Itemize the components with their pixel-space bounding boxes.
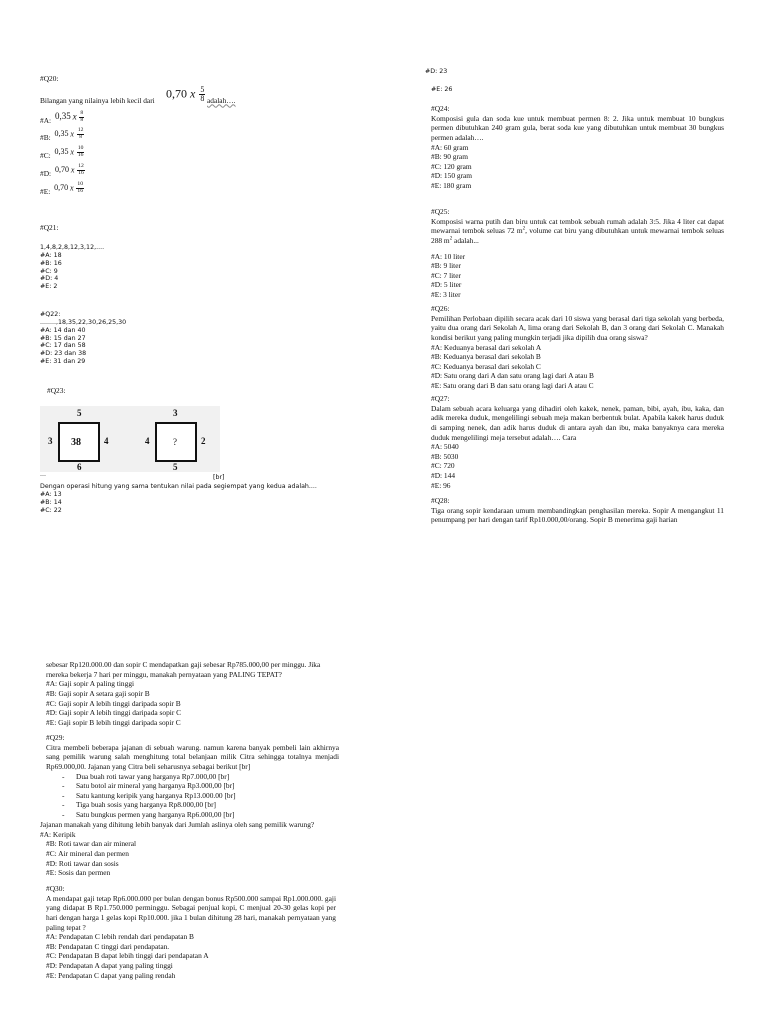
- q30-option-b: #B: Pendapatan C tinggi dari pendapatan.: [46, 941, 170, 951]
- q26-text: Pemilihan Perlobaan dipilih secara acak dari 10 siswa yang berasal dari tiga sekolah yang berbeda, yaitu dua orang dari Sekolah A, lima orang dari Sekolah B, dan 3 orang dari Sekolah C. Manakah kondisi berikut yang paling mungkin terjadi jika dipilih dua orang siswa?: [431, 313, 724, 342]
- q20-block: [40, 74, 370, 199]
- q30-label: #Q30:: [46, 884, 65, 893]
- q27-option-c: #C: 720: [431, 461, 455, 471]
- q26-option-a: #A: Keduanya berasal dari sekolah A: [431, 342, 542, 352]
- q27-option-e: #E: 96: [431, 480, 451, 490]
- q29-option-d: #D: Roti tawar dan sosis: [46, 858, 119, 868]
- q23-ellipsis: ...: [40, 471, 47, 478]
- q25-option-d: #D: 5 liter: [431, 280, 462, 290]
- q28-option-a: #A: Gaji sopir A paling tinggi: [46, 679, 135, 689]
- box2-bottom: 5: [173, 462, 178, 472]
- q27-block: [431, 394, 724, 490]
- box2-top: 3: [173, 408, 178, 418]
- q24-option-b: #B: 90 gram: [431, 152, 468, 162]
- q21-option-e: #E: 2: [40, 283, 58, 291]
- q29-text: Citra membeli beberapa jajanan di sebuah warung. namun karena banyak pembeli lain akhirnya sang pemilik warung salah menghitung total belanjaan milik Citra sehingga totalnya menjadi Rp69.000,00. Jajanan yang Citra beli seharusnya sebagai berikut [br]: [46, 742, 339, 771]
- q22-option-d: #D: 23 dan 38: [40, 350, 87, 358]
- q25-option-a: #A: 10 liter: [431, 251, 466, 261]
- box2-right: 2: [201, 436, 206, 446]
- q29-option-e: #E: Sosis dan permen: [46, 868, 111, 878]
- q30-option-e: #E: Pendapatan C dapat yang paling rendah: [46, 970, 176, 980]
- box2-left: 4: [145, 436, 150, 446]
- q20-option-b: #B: 0,35 x $\frac{12}{8}$: [40, 127, 84, 142]
- q30-option-a: #A: Pendapatan C lebih rendah dari pendapatan B: [46, 932, 194, 942]
- q27-option-a: #A: 5040: [431, 442, 459, 452]
- q26-option-e: #E: Satu orang dari B dan satu orang lagi dari A atau C: [431, 381, 594, 390]
- q23-label: #Q23:: [47, 386, 66, 395]
- q25-option-c: #C: 7 liter: [431, 270, 461, 280]
- q23-option-c: #C: 22: [40, 506, 62, 514]
- box1-bottom: 6: [77, 462, 82, 472]
- q22-option-e: #E: 31 dan 29: [40, 358, 86, 366]
- q28-option-d: #D: Gaji sopir A lebih tinggi daripada sopir C: [46, 708, 182, 718]
- box2-center: ?: [173, 437, 177, 447]
- q29-question-block: [40, 820, 340, 878]
- q26-option-b: #B: Keduanya berasal dari sekolah B: [431, 352, 541, 362]
- q29-option-b: #B: Roti tawar dan air mineral: [46, 839, 137, 849]
- q28-continuation: sebesar Rp120.000.00 dan sopir C mendapatkan gaji sebesar Rp785.000,00 per minggu. Jika rnereka bekerja 7 hari per minggu, manakah pernyataan yang PALING TEPAT?: [46, 660, 321, 679]
- q22-option-a: #A: 14 dan 40: [40, 326, 86, 334]
- q24-option-d: #D: 150 gram: [431, 171, 473, 181]
- q24-option-e: #E: 180 gram: [431, 181, 472, 190]
- q24-option-a: #A: 60 gram: [431, 142, 469, 152]
- q24-option-c: #C: 120 gram: [431, 161, 472, 171]
- q23-option-a: #A: 13: [40, 490, 62, 498]
- q20-option-c: #C: 0,35 x $\frac{10}{16}$: [40, 145, 84, 160]
- q27-option-d: #D: 144: [431, 471, 456, 480]
- q25-option-b: #B: 9 liter: [431, 261, 461, 271]
- q21-block: [40, 244, 104, 291]
- q30-option-d: #D: Pendapatan A dapat yang paling tinggi: [46, 961, 173, 970]
- q23-question-block: [40, 483, 317, 514]
- q23-option-d: #D: 23: [425, 68, 448, 75]
- q22-option-b: #B: 15 dan 27: [40, 334, 86, 342]
- q29-question: Jajanan manakah yang dihitung lebih banyak dari Jumlah aslinya oleh sang pemilik warung?: [40, 820, 315, 829]
- q24-label: #Q24:: [431, 104, 450, 113]
- q20-label: #Q20:: [40, 74, 59, 83]
- q29-block: [46, 733, 339, 820]
- q29-item: - Tiga buah sosis yang harganya Rp8.000,00 [br]: [76, 800, 339, 810]
- q24-block: [431, 104, 724, 191]
- q27-option-b: #B: 5030: [431, 451, 459, 461]
- q30-text: A mendapat gaji tetap Rp6.000.000 per bulan dengan bonus Rp500.000 sampai Rp1.000.000. gaji yang didapat B Rp1.750.000 perminggu. Sebagai penjual kopi, C menjual 20-30 gelas kopi per hari dengan harga 1 gelas kopi Rp10.000. jika 1 bulan dihitung 28 hari, manakah pernyataan yang paling tepat ?: [46, 893, 336, 932]
- box1-center: 38: [71, 437, 81, 448]
- q20-stem-text: Bilangan yang nilainya lebih kecil dari: [40, 95, 155, 105]
- q20-options: [40, 110, 370, 199]
- q25-text: Komposisi warna putih dan biru untuk cat tembok sebuah rumah adalah 3:5. Jika 4 liter cat dapat mewarnai tembok seluas 72 $m^2$, volume cat biru yang dibutuhkan untuk mewarnai tembok seluas 288 $m^2$ adalah...: [431, 216, 724, 245]
- q28-option-c: #C: Gaji sopir A lebih tinggi daripada sopir B: [46, 698, 181, 708]
- box1-left: 3: [48, 436, 53, 446]
- q26-option-c: #C: Keduanya berasal dari sekolah C: [431, 361, 541, 371]
- q21-option-c: #C: 9: [40, 267, 58, 275]
- q21-sequence: 1,4,8,2,8,12,3,12,....: [40, 244, 105, 251]
- q20-stem: [40, 84, 370, 108]
- q25-block: [431, 207, 724, 300]
- q23-question: Dengan operasi hitung yang sama tentukan nilai pada segiempat yang kedua adalah....: [40, 483, 317, 490]
- q29-item: - Satu botol air mineral yang harganya Rp3.000,00 [br]: [76, 781, 339, 791]
- q28-continuation-block: [46, 660, 341, 727]
- q27-text: Dalam sebuah acara keluarga yang dihadiri oleh kakek, nenek, paman, bibi, ayah, ibu, kaka, dan adik mereka duduk, mengelilingi sebuah meja makan berbentuk bulat. Apabila kakek harus duduk di samping nenek, dan adik harus duduk di antara ayah dan ibu, maka banyaknya cara mereka duduk mengelilingi meja tersebut adalah…. Cara: [431, 403, 724, 442]
- box1-top: 5: [77, 408, 82, 418]
- q22-block: [40, 311, 126, 366]
- q29-item: - Satu kantung keripik yang harganya Rp13.000.00 [br]: [76, 791, 339, 801]
- q29-item: - Satu bungkus permen yang harganya Rp6.000,00 [br]: [76, 810, 339, 820]
- q30-block: [46, 884, 336, 980]
- q20-stem-fraction: $\frac{5}{8}$: [200, 84, 205, 103]
- q21-label: #Q21:: [40, 223, 59, 232]
- box1-right: 4: [104, 436, 109, 446]
- q28-label: #Q28:: [431, 496, 450, 505]
- q22-label: #Q22:: [40, 311, 61, 318]
- q20-option-e: #E: 0,70 x $\frac{10}{16}$: [40, 181, 83, 196]
- q27-label: #Q27:: [431, 394, 450, 403]
- q26-block: [431, 304, 724, 391]
- q23-option-e: #E: 26: [431, 86, 453, 93]
- q26-label: #Q26:: [431, 304, 450, 313]
- q24-text: Komposisi gula dan soda kue untuk membuat permen 8: 2. Jika untuk membuat 10 bungkus permen dibutuhkan 240 gram gula, berat soda kue yang dibutuhkan untuk membuat 30 bungkus permen adalah….: [431, 113, 724, 142]
- q20-stem-tail: adalah….: [207, 95, 236, 105]
- q25-label: #Q25:: [431, 207, 450, 216]
- q21-option-d: #D: 4: [40, 275, 59, 283]
- q29-item: - Dua buah roti tawar yang harganya Rp7.000,00 [br]: [76, 772, 339, 782]
- q23-figure: [40, 406, 220, 472]
- q26-option-d: #D: Satu orang dari A dan satu orang lagi dari A atau B: [431, 371, 594, 381]
- q25-option-e: #E: 3 liter: [431, 290, 461, 299]
- q22-sequence: ........,18,35,22,30,26,25,30: [40, 318, 127, 326]
- q29-option-a: #A: Keripik: [40, 829, 76, 839]
- q28-block: [431, 496, 724, 525]
- q30-option-c: #C: Pendapatan B dapat lebih tinggi dari pendapatan A: [46, 951, 209, 961]
- q21-option-b: #B: 16: [40, 259, 62, 267]
- q29-label: #Q29:: [46, 733, 65, 742]
- q21-option-a: #A: 18: [40, 251, 62, 259]
- q28-option-b: #B: Gaji sopir A setara gaji sopir B: [46, 688, 150, 698]
- q20-option-a: #A: 0,35 x $\frac{8}{8}$: [40, 110, 84, 125]
- q29-option-c: #C: Air mineral dan permen: [46, 848, 129, 858]
- q29-item-list: [46, 772, 339, 820]
- q23-option-b: #B: 14: [40, 498, 62, 506]
- q20-option-d: #D: 0,70 x $\frac{12}{16}$: [40, 163, 84, 178]
- q23-br-marker: [br]: [213, 474, 225, 481]
- q22-option-c: #C: 17 dan 58: [40, 342, 86, 350]
- q28-option-e: #E: Gaji sopir B lebih tinggi daripada sopir C: [46, 717, 181, 727]
- q20-stem-expression: 0,70 x $\frac{5}{8}$: [166, 84, 205, 103]
- q28-text: Tiga orang sopir kendaraan umum membandingkan penghasilan mereka. Sopir A mengangkut 11 penumpang per hari dengan tarif Rp10.000,00/orang. Sopir B menerima gaji harian: [431, 505, 724, 525]
